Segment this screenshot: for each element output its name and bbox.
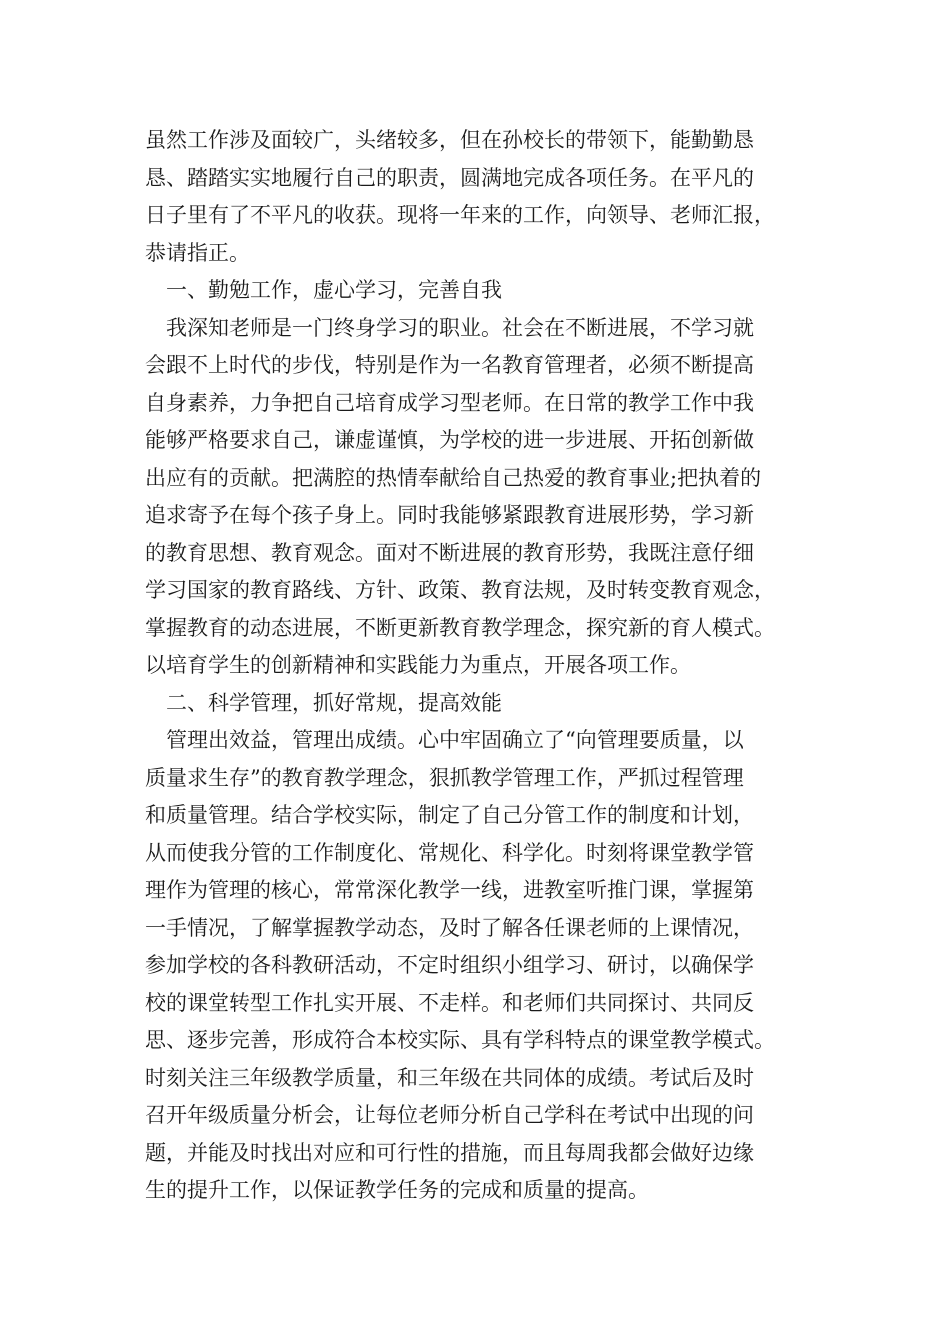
text-line: 从而使我分管的工作制度化、常规化、科学化。时刻将课堂教学管 — [145, 840, 754, 865]
text-line: 和质量管理。结合学校实际，制定了自己分管工作的制度和计划， — [145, 803, 754, 827]
text-line: 参加学校的各科教研活动，不定时组织小组学习、研讨，以确保学 — [145, 953, 754, 977]
text-line: 质量求生存”的教育教学理念，狠抓教学管理工作，严抓过程管理 — [145, 765, 744, 790]
text-line: 召开年级质量分析会，让每位老师分析自己学科在考试中出现的问 — [145, 1103, 754, 1127]
text-line: 二、科学管理，抓好常规，提高效能 — [166, 690, 502, 715]
document-body — [145, 122, 825, 1210]
text-line: 题，并能及时找出对应和可行性的措施，而且每周我都会做好边缘 — [145, 1140, 754, 1165]
text-line: 的教育思想、教育观念。面对不断进展的教育形势，我既注意仔细 — [145, 540, 754, 565]
text-line: 追求寄予在每个孩子身上。同时我能够紧跟教育进展形势，学习新 — [145, 503, 754, 527]
text-line: 时刻关注三年级教学质量，和三年级在共同体的成绩。考试后及时 — [145, 1065, 754, 1090]
text-line: 恳、踏踏实实地履行自己的职责，圆满地完成各项任务。在平凡的 — [145, 165, 754, 190]
text-line: 校的课堂转型工作扎实开展、不走样。和老师们共同探讨、共同反 — [145, 990, 754, 1015]
text-line: 生的提升工作，以保证教学任务的完成和质量的提高。 — [145, 1178, 649, 1202]
text-line: 以培育学生的创新精神和实践能力为重点，开展各项工作。 — [145, 653, 691, 677]
text-line: 会跟不上时代的步伐，特别是作为一名教育管理者，必须不断提高 — [145, 353, 754, 377]
text-line: 学习国家的教育路线、方针、政策、教育法规，及时转变教育观念， — [145, 578, 775, 602]
text-line: 一、勤勉工作，虚心学习，完善自我 — [166, 278, 502, 302]
text-line: 日子里有了不平凡的收获。现将一年来的工作，向领导、老师汇报， — [145, 203, 775, 227]
text-line: 自身素养，力争把自己培育成学习型老师。在日常的教学工作中我 — [145, 390, 754, 415]
text-line: 思、逐步完善，形成符合本校实际、具有学科特点的课堂教学模式。 — [145, 1028, 775, 1052]
text-line: 管理出效益，管理出成绩。心中牢固确立了“向管理要质量，以 — [166, 728, 744, 752]
text-line: 理作为管理的核心，常常深化教学一线，进教室听推门课，掌握第 — [145, 878, 754, 902]
text-line: 虽然工作涉及面较广，头绪较多，但在孙校长的带领下，能勤勤恳 — [145, 128, 754, 152]
text-line: 恭请指正。 — [145, 240, 250, 265]
text-line: 我深知老师是一门终身学习的职业。社会在不断进展，不学习就 — [166, 315, 754, 340]
text-line: 出应有的贡献。把满腔的热情奉献给自己热爱的教育事业;把执着的 — [145, 465, 762, 490]
text-line: 掌握教育的动态进展，不断更新教育教学理念，探究新的育人模式。 — [145, 615, 775, 640]
text-line: 一手情况，了解掌握教学动态，及时了解各任课老师的上课情况， — [145, 915, 754, 940]
text-line: 能够严格要求自己，谦虚谨慎，为学校的进一步进展、开拓创新做 — [145, 428, 754, 452]
